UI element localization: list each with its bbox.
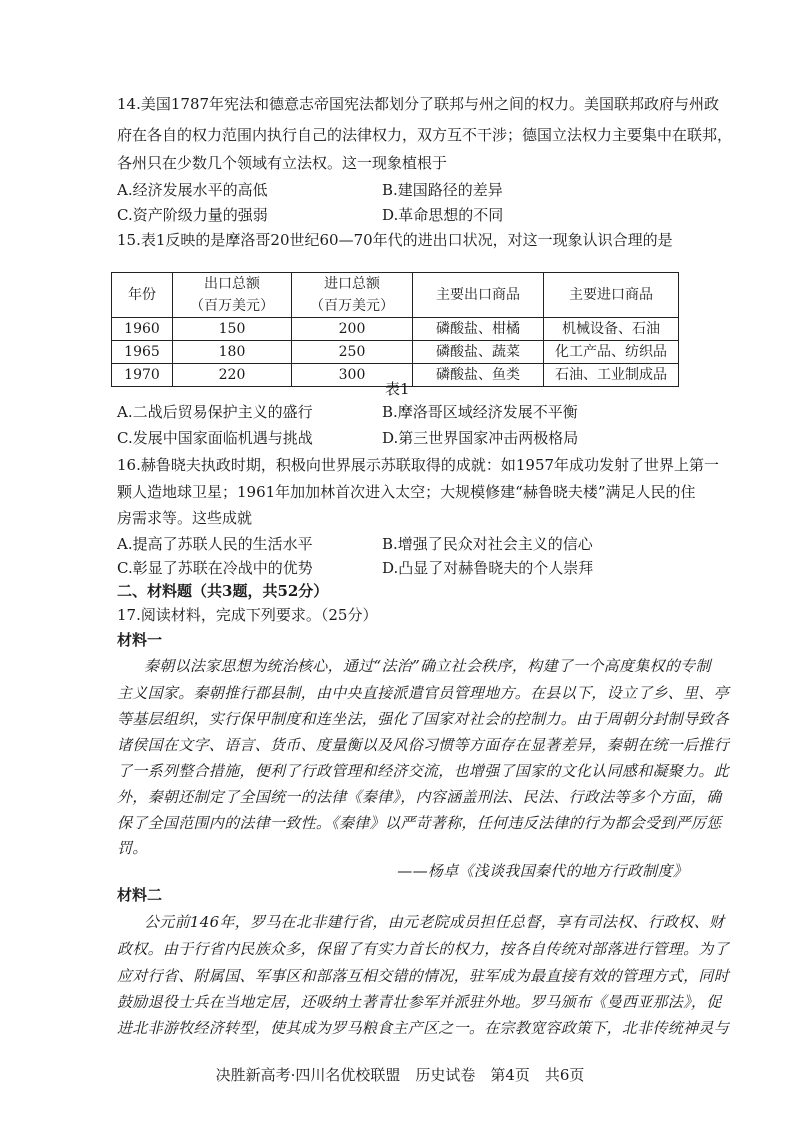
material-1-line: 诸侯国在文字、语言、货币、度量衡以及风俗习惯等方面存在显著差异，秦朝在统一后推行 xyxy=(117,736,730,754)
q14-stem-line-2: 府在各自的权力范围内执行自己的法律权力，双方互不干涉；德国立法权力主要集中在联邦， xyxy=(117,126,733,144)
table-cell: 磷酸盐、蔬菜 xyxy=(413,341,544,364)
table-cell: 250 xyxy=(292,341,413,364)
q16-option-c: C.彰显了苏联在冷战中的优势 xyxy=(117,559,313,577)
material-2-line: 应对行省、附属国、军事区和部落互相交错的情况，驻军成为最直接有效的管理方式，同时 xyxy=(117,967,730,985)
material-1-source: ——杨卓《浅谈我国秦代的地方行政制度》 xyxy=(397,862,688,880)
table-cell: 300 xyxy=(292,364,413,387)
table-cell: 机械设备、石油 xyxy=(544,318,679,341)
material-2-line: 鼓励退役士兵在当地定居，还吸纳土著青壮参军并派驻外地。罗马颁布《曼西亚那法》，促 xyxy=(117,993,722,1011)
table-header-row xyxy=(112,273,679,318)
table-header-cell: 进口总额 （百万美元） xyxy=(292,273,413,318)
q15-option-d: D.第三世界国家冲击两极格局 xyxy=(382,429,579,447)
material-2-title: 材料二 xyxy=(117,886,163,904)
table-cell: 化工产品、纺织品 xyxy=(544,341,679,364)
table-cell: 150 xyxy=(173,318,292,341)
material-1-line: 保了全国范围内的法律一致性。《秦律》以严苛著称，任何违反法律的行为都会受到严厉惩 xyxy=(117,814,722,832)
material-2-line: 政权。由于行省内民族众多，保留了有实力首长的权力，按各自传统对部落进行管理。为了 xyxy=(117,940,730,958)
material-1-line: 外，秦朝还制定了全国统一的法律《秦律》，内容涵盖刑法、民法、行政法等多个方面，确 xyxy=(117,788,722,806)
table-header-cell: 主要出口商品 xyxy=(413,273,544,318)
q14-option-b: B.建国路径的差异 xyxy=(382,181,503,199)
q16-stem-line-3: 房需求等。这些成就 xyxy=(117,509,253,527)
q16-stem-line-2: 颗人造地球卫星；1961年加加林首次进入太空；大规模修建“赫鲁晓夫楼”满足人民的住 xyxy=(117,483,696,501)
export-import-table xyxy=(111,272,679,387)
q16-option-d: D.凸显了对赫鲁晓夫的个人崇拜 xyxy=(382,559,594,577)
table-caption: 表1 xyxy=(385,380,410,398)
material-1-line: 主义国家。秦朝推行郡县制，由中央直接派遣官员管理地方。在县以下，设立了乡、里、亭 xyxy=(117,684,730,702)
table-cell: 石油、工业制成品 xyxy=(544,364,679,387)
q15-stem: 15.表1反映的是摩洛哥20世纪60—70年代的进出口状况，对这一现象认识合理的是 xyxy=(117,231,673,249)
q14-option-d: D.革命思想的不同 xyxy=(382,206,504,224)
table-header-cell: 年份 xyxy=(112,273,173,318)
q14-stem-line-3: 各州只在少数几个领域有立法权。这一现象植根于 xyxy=(117,154,448,172)
q14-option-c: C.资产阶级力量的强弱 xyxy=(117,206,268,224)
table-row xyxy=(112,341,679,364)
q16-option-b: B.增强了民众对社会主义的信心 xyxy=(382,535,593,553)
table-cell: 磷酸盐、柑橘 xyxy=(413,318,544,341)
q16-option-a: A.提高了苏联人民的生活水平 xyxy=(117,535,313,553)
material-1-line: 罚。 xyxy=(117,839,148,857)
material-2-line: 公元前146年，罗马在北非建行省，由元老院成员担任总督，享有司法权、行政权、财 xyxy=(144,913,725,931)
material-1-line: 了一系列整合措施，便利了行政管理和经济交流，也增强了国家的文化认同感和凝聚力。此 xyxy=(117,762,730,780)
section-title: 二、材料题（共3题，共52分） xyxy=(117,582,329,600)
q17-stem: 17.阅读材料，完成下列要求。（25分） xyxy=(117,606,378,624)
table-cell: 180 xyxy=(173,341,292,364)
table-cell: 1960 xyxy=(112,318,173,341)
material-1-line: 秦朝以法家思想为统治核心，通过“法治”确立社会秩序，构建了一个高度集权的专制 xyxy=(144,657,711,675)
q15-option-a: A.二战后贸易保护主义的盛行 xyxy=(117,403,313,421)
table-cell: 220 xyxy=(173,364,292,387)
material-1-title: 材料一 xyxy=(117,631,163,649)
table-cell: 200 xyxy=(292,318,413,341)
q14-stem-line-1: 14.美国1787年宪法和德意志帝国宪法都划分了联邦与州之间的权力。美国联邦政府与州政 xyxy=(117,95,720,113)
material-1-line: 等基层组织，实行保甲制度和连坐法，强化了国家对社会的控制力。由于周朝分封制导致各 xyxy=(117,710,730,728)
q16-stem-line-1: 16.赫鲁晓夫执政时期，积极向世界展示苏联取得的成就：如1957年成功发射了世界上第一 xyxy=(117,456,720,474)
table-cell: 1970 xyxy=(112,364,173,387)
table-row xyxy=(112,318,679,341)
q15-option-b: B.摩洛哥区域经济发展不平衡 xyxy=(382,403,578,421)
page-footer: 决胜新高考·四川名优校联盟 历史试卷 第4页 共6页 xyxy=(215,1066,585,1084)
q15-option-c: C.发展中国家面临机遇与挑战 xyxy=(117,429,313,447)
table-header-cell: 主要进口商品 xyxy=(544,273,679,318)
table-cell: 磷酸盐、鱼类 xyxy=(413,364,544,387)
q14-option-a: A.经济发展水平的高低 xyxy=(117,181,268,199)
material-2-line: 进北非游牧经济转型，使其成为罗马粮食主产区之一。在宗教宽容政策下，北非传统神灵与 xyxy=(117,1019,730,1037)
table-header-cell: 出口总额 （百万美元） xyxy=(173,273,292,318)
table-cell: 1965 xyxy=(112,341,173,364)
